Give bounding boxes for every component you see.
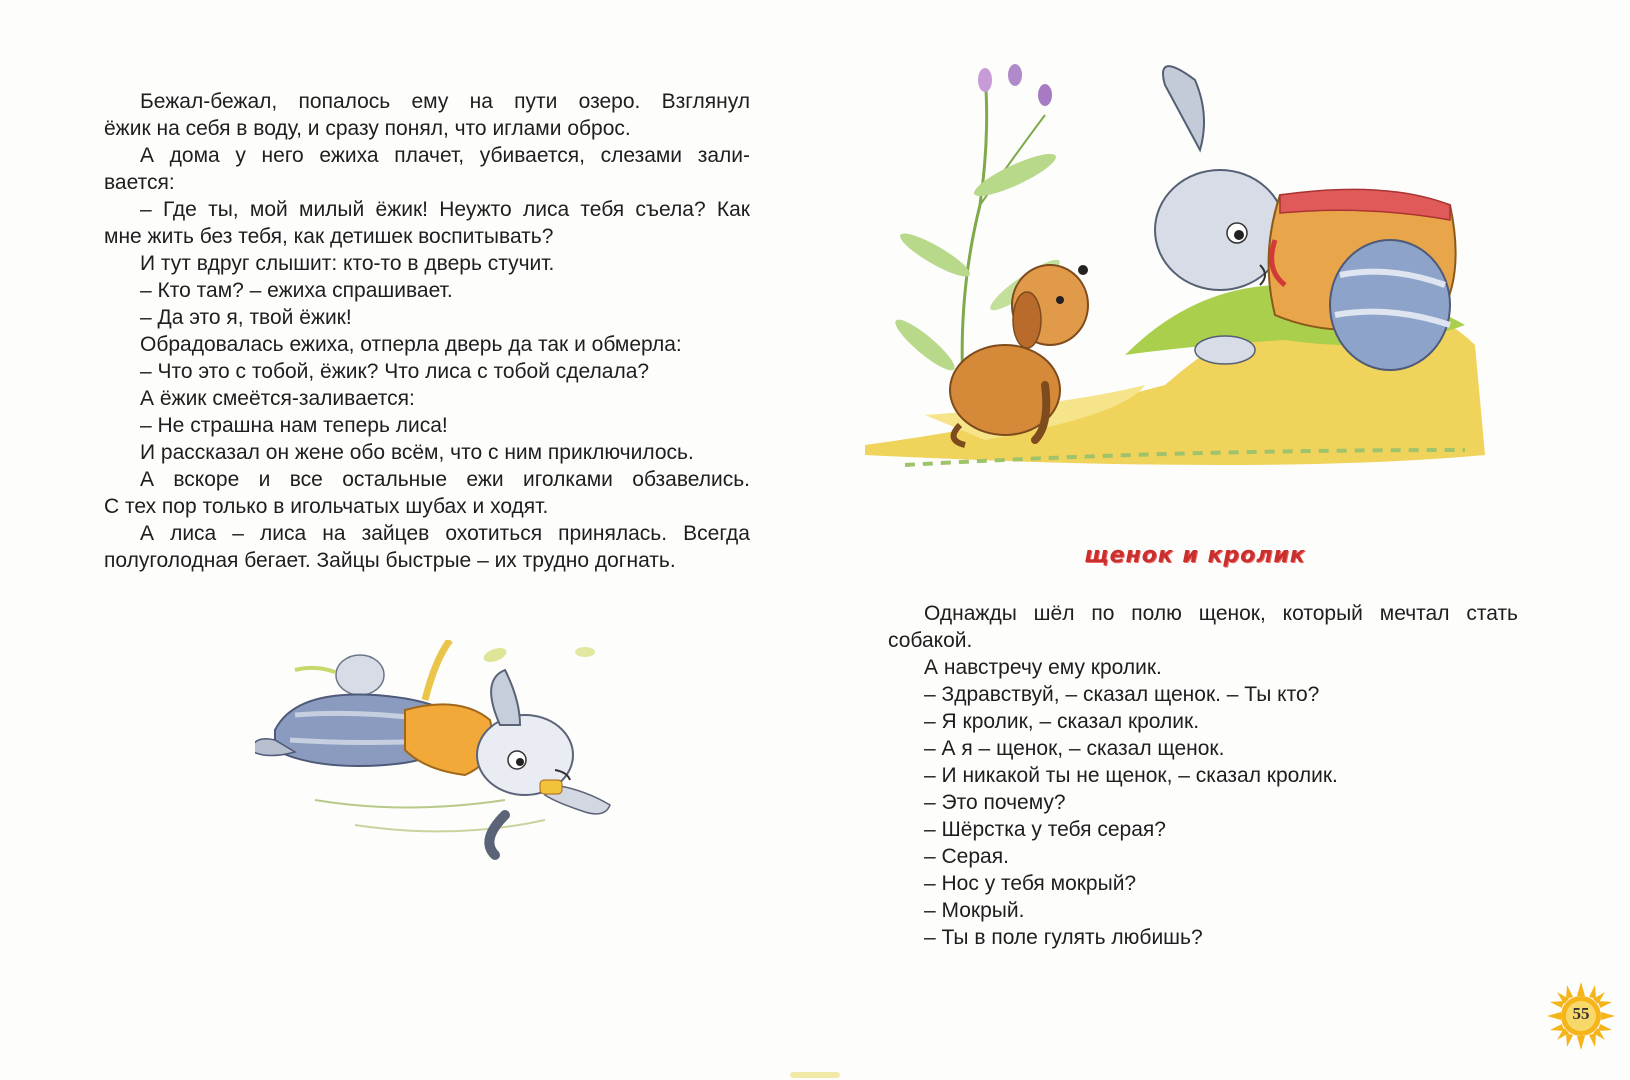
paragraph: И тут вдруг слышит: кто-то в дверь стучит. [140, 252, 555, 275]
paragraph: А навстречу ему кролик. [924, 656, 1162, 679]
paragraph: А вскоре и все остальные ежи иголками обзавелись. [140, 468, 750, 491]
page-number-badge [1545, 980, 1617, 1052]
puppy-and-rabbit-illustration [865, 55, 1485, 485]
paragraph: Однажды шёл по полю щенок, который мечтал стать [924, 602, 1518, 625]
page-number: 55 [1572, 1004, 1590, 1023]
paragraph: А ёжик смеётся-заливается: [140, 387, 415, 410]
paragraph-line: ёжик на себя в воду, и сразу понял, что иглами оброс. [104, 117, 631, 140]
paragraph: – А я – щенок, – сказал щенок. [924, 737, 1225, 760]
paragraph: – Мокрый. [924, 899, 1025, 922]
paragraph: – Это почему? [924, 791, 1066, 814]
paragraph-line: С тех пор только в игольчатых шубах и ходят. [104, 495, 549, 518]
paragraph: – Ты в поле гулять любишь? [924, 926, 1203, 949]
paragraph: – Шёрстка у тебя серая? [924, 818, 1166, 841]
paragraph-line: мне жить без тебя, как детишек воспитывать? [104, 225, 554, 248]
paragraph: – Здравствуй, – сказал щенок. – Ты кто? [924, 683, 1320, 706]
paragraph: – Да это я, твой ёжик! [140, 306, 352, 329]
paragraph: – Кто там? – ежиха спрашивает. [140, 279, 453, 302]
paragraph: – Серая. [924, 845, 1009, 868]
paragraph: – Не страшна нам теперь лиса! [140, 414, 448, 437]
paragraph: – И никакой ты не щенок, – сказал кролик. [924, 764, 1338, 787]
paragraph: – Нос у тебя мокрый? [924, 872, 1137, 895]
paragraph: – Что это с тобой, ёжик? Что лиса с тобой сделала? [140, 360, 650, 383]
paragraph: – Я кролик, – сказал кролик. [924, 710, 1200, 733]
paragraph-line: вается: [104, 171, 175, 194]
paragraph: А лиса – лиса на зайцев охотиться принялась. Всегда [140, 522, 750, 545]
paragraph-line: полуголодная бегает. Зайцы быстрые – их трудно догнать. [104, 549, 676, 572]
paragraph: А дома у него ежиха плачет, убивается, слезами зали- [140, 144, 750, 167]
paragraph: Бежал-бежал, попалось ему на пути озеро. Взглянул [140, 90, 750, 113]
left-story-text [104, 88, 750, 574]
paragraph-line: собакой. [888, 629, 973, 652]
page-edge-mark [790, 1072, 840, 1078]
paragraph: И рассказал он жене обо всём, что с ним приключилось. [140, 441, 694, 464]
running-hare-illustration [255, 640, 645, 880]
paragraph: Обрадовалась ежиха, отперла дверь да так и обмерла: [140, 333, 682, 356]
right-story-text [888, 600, 1518, 951]
paragraph: – Где ты, мой милый ёжик! Неужто лиса тебя съела? Как [140, 198, 750, 221]
story-title: щенок и кролик [1084, 543, 1306, 568]
right-page [815, 0, 1630, 1080]
